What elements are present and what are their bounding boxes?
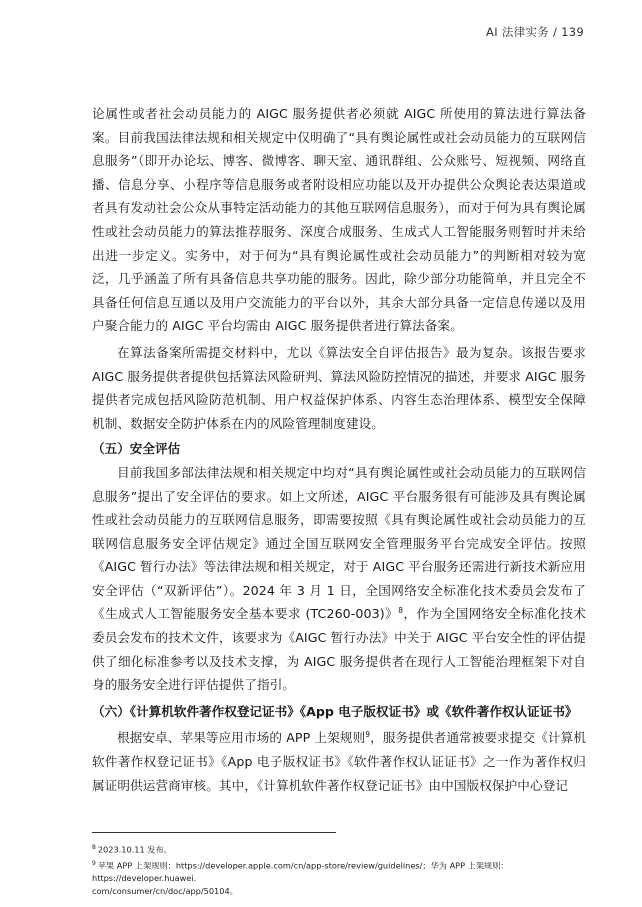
footnote-number: 8: [92, 844, 96, 851]
footnote-8: [92, 841, 592, 857]
footnote-ref-9[interactable]: 9: [365, 730, 371, 740]
section-heading-security-assessment: （五）安全评估: [92, 441, 181, 457]
running-header: AI 法律实务 / 139: [486, 25, 584, 39]
paragraph-text: 根据安卓、苹果等应用市场的 APP 上架规则: [117, 730, 366, 746]
paragraph-text: ，作为全国网络安全标准化技术委员会发布的技术文件，该要求为《AIGC 暂行办法》中关于 AIGC 平台安全性的评估提供了细化标准参考以及技术支撑，为 AIGC 服务提供者在现行人工智能治理框架下对自身的服务安全进行评估提供了指引。: [92, 606, 586, 693]
footnote-9: [92, 857, 592, 886]
paragraph-text: ，服务提供者通常被要求提交《计算机软件著作权登记证书》《App 电子版权证书》《软件著作权认证证书》之一作为著作权归属证明供运营商审核。其中，《计算机软件著作权登记证书》由中国版权保护中心登记: [92, 730, 587, 793]
paragraph-algorithm-filing: 论属性或者社会动员能力的 AIGC 服务提供者必须就 AIGC 所使用的算法进行算法备案。目前我国法律法规和相关规定中仅明确了“具有舆论属性或社会动员能力的互联网信息服务”（即开办论坛、博客、微博客、聊天室、通讯群组、公众账号、短视频、网络直播、信息分享、小程序等信息服务或者附设相应功能以及开办提供公众舆论表达渠道或者具有发动社会公众从事特定活动能力的其他互联网信息服务），而对于何为具有舆论属性或社会动员能力的算法推荐服务、深度合成服务、生成式人工智能服务则暂时并未给出进一步定义。实务中，对于何为“具有舆论属性或社会动员能力”的判断相对较为宽泛，几乎涵盖了所有具备信息共享功能的服务。因此，除少部分功能简单，并且完全不具备任何信息互通以及用户交流能力的平台以外，其余大部分具备一定信息传递以及用户聚合能力的 AIGC 平台均需由 AIGC 服务提供者进行算法备案。: [92, 106, 586, 334]
footnote-number: 9: [92, 859, 96, 867]
paragraph-app-store-rules: [92, 726, 586, 797]
paragraph-text: 目前我国多部法律法规和相关规定中均对“具有舆论属性或社会动员能力的互联网信息服务”提出了安全评估的要求。如上文所述，AIGC 平台服务很有可能涉及具有舆论属性或社会动员能力的互联网信息服务，即需要按照《具有舆论属性或社会动员能力的互联网信息服务安全评估规定》通过全国互联网安全管理服务平台完成安全评估。按照《AIGC 暂行办法》等法律法规和相关规定，对于 AIGC 平台服务还需进行新技术新应用安全评估（“双新评估”）。2024 年 3 月 1 日，全国网络安全标准化技术委员会发布了《生成式人工智能服务安全基本要求 (TC260-003)》: [92, 464, 586, 622]
paragraph-self-assessment-report: 在算法备案所需提交材料中，尤以《算法安全自评估报告》最为复杂。该报告要求 AIGC 服务提供者提供包括算法风险研判、算法风险防控情况的描述，并要求 AIGC 服务提供者完成包括风险防范机制、用户权益保护体系、内容生态治理体系、模型安全保障机制、数据安全防护体系在内的风险管理制度建设。: [92, 344, 586, 431]
paragraph-security-assessment: [92, 461, 586, 697]
footnote-ref-8[interactable]: 8: [398, 606, 404, 616]
footnote-text: 2023.10.11 发布。: [97, 844, 172, 855]
section-heading-copyright-certificates: （六）《计算机软件著作权登记证书》《App 电子版权证书》或《软件著作权认证证书》: [92, 703, 578, 719]
footnote-divider: [92, 832, 336, 833]
footnote-link-text[interactable]: com/consumer/cn/doc/app/50104。: [92, 886, 238, 897]
footnote-link-text[interactable]: 苹果 APP 上架规则：https://developer.apple.com/cn/app-store/review/guidelines/；华为 APP 上架规则：https://developer.huawei.: [92, 860, 509, 884]
footnotes: [92, 841, 592, 898]
footnote-9-continued: [92, 885, 592, 898]
page-body: [92, 102, 586, 797]
